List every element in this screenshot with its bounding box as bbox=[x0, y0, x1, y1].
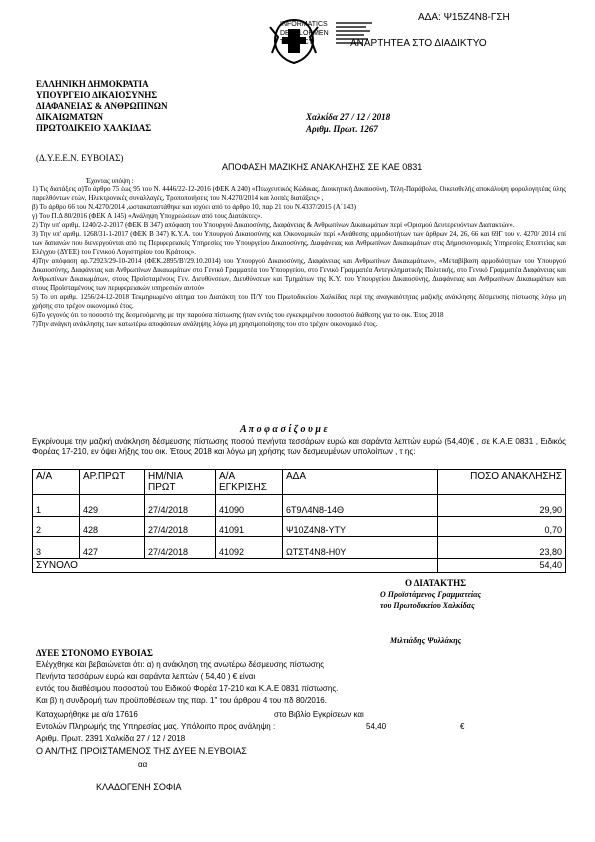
dyee-line-4: Και β) η συνδρομή των προϋποθέσεων της παρ. 1" του άρθρου 4 του πδ 80/2016. bbox=[36, 696, 327, 705]
document-title: ΑΠΟΦΑΣΗ ΜΑΖΙΚΗΣ ΑΝΑΚΛΗΣΗΣ ΣΕ ΚΑΕ 0831 bbox=[222, 162, 423, 172]
cell: 1 bbox=[33, 495, 80, 517]
signatory-title-1: Ο Προϊστάμενος Γραμματείας bbox=[380, 590, 482, 599]
revocation-table bbox=[32, 469, 566, 573]
considerations-list bbox=[32, 185, 566, 329]
gov-line-4: ΔΙΚΑΙΩΜΑΤΩΝ bbox=[36, 112, 104, 122]
paragraph: 6)Το γεγονός ότι το ποσοστό της δεσμευόμενης με την παρούσα πίστωσης ήταν εντός του εγκεκριμένου ποσοστού διάθεσης για το οικ. Έτος 2018 bbox=[32, 311, 444, 319]
decision-heading: Α π ο φ α σ ί ζ ο υ μ ε bbox=[240, 424, 328, 435]
dyee-line-9: αα bbox=[138, 760, 148, 769]
dyee-line-7: Αριθμ. Πρωτ. 2391 Χαλκίδα 27 / 12 / 2018 bbox=[36, 734, 186, 743]
cell: 429 bbox=[80, 495, 145, 517]
dyee-line-1: Ελέγχθηκε και βεβαιώνεται ότι: α) η ανάκληση της ανωτέρω δέσμευσης πίστωσης bbox=[36, 660, 325, 669]
dyee-heading: ΔΥΕΕ ΣΤΟΝΟΜΟ ΕΥΒΟΙΑΣ bbox=[36, 648, 153, 658]
col-header-date: ΗΜ/ΝΙΑ ΠΡΩΤ bbox=[145, 470, 216, 495]
dyee-line-5a: Καταχωρήθηκε με α/α 17616 bbox=[36, 710, 138, 719]
total-label: ΣΥΝΟΛΟ bbox=[33, 559, 438, 573]
signatory-name: Μιλτιάδης Ψυλλάκης bbox=[390, 636, 462, 645]
paragraph: 5) Το υπ αριθμ. 1256/24-12-2018 Τεκμηριωμένο αίτημα του Διατάκτη του Π/Υ του Πρωτοδικείου Χαλκίδας περί της αναγκαιότητας μαζικής ανάκλησης δέσμευσης πίστωσης λόγω μη χρήσης στο τρέχον οικονομικό έτος. bbox=[32, 293, 566, 310]
cell: 427 bbox=[80, 537, 145, 559]
date-line: Χαλκίδα 27 / 12 / 2018 bbox=[306, 112, 391, 122]
paragraph: 4)Την απόφαση αρ.72923/29-10-2014 (ΦΕΚ.2895/Β'/29.10.2014) του Υπουργού Δικαιοσύνης, Διαφάνειας και Ανθρωπίνων Δικαιωμάτων», «Μεταβίβαση αρμοδιότητων του Υπουργού Δικαιοσύνης, Διαφάνειας και Ανθρωπίνων Δικαιωμάτων στο Γενικό Γραμματέα του Υπουργείου, στο Γενικό Γραμματέα Αντεγκληματικής Πολιτικής, στο Γενικό Γραμματέα Διαφάνειας και Ανθρωπίνων Δικαιωμάτων, στους Προϊσταμένους Γεν. Διευθύνσεων, Διευθύνσεων και Τμημάτων της Κ.Υ. του Υπουργείου Δικαιοσύνης, Διαφάνειας και Ανθρωπίνων Δικαιωμάτων και στους Προϊσταμένους των περιφερειακών υπηρεσιών αυτού» bbox=[32, 257, 566, 292]
paragraph: 3) Την υπ' αριθμ. 1268/31-1-2017 (ΦΕΚ Β 347) Κ.Υ.Α. του Υπουργού Δικαιοσύνης και Οικονομικών περί «Ανάθεσης αρμοδιοτήτων των άρθρων 24, 26, 66 και 69Γ του ν. 4270/ 2014 επί των δαπανών που διενεργούνται από τις Περιφερειακές Υπηρεσίες του Υπουργείου Δικαιοσύνης, Διαφάνειας και Ανθρωπίνων Δικαιωμάτων στις Δημοσιονομικές Υπηρεσίες Εποπτείας και Ελέγχου (ΔΥΕΕ) του Γενικού Λογιστηρίου του Κράτους». bbox=[32, 230, 566, 256]
protocol-line: Αριθμ. Πρωτ. 1267 bbox=[306, 124, 378, 134]
cell: 0,70 bbox=[438, 517, 566, 537]
paragraph: 7)Την ανάγκη ανάκλησης των κατωτέρω αποφάσεων ανάληψης λόγω μη χρησιμοποίησης του στο τρέχον οικονομικό έτος. bbox=[32, 320, 378, 328]
col-header-aa: Α/Α bbox=[33, 470, 80, 495]
approval-text: Εγκρίνουμε την μαζική ανάκληση δέσμευσης πίστωσης ποσού πενήντα τεσσάρων ευρώ και σαράντα λεπτών ευρώ (54,40)€ , σε Κ.Α.Ε 0831 , Ειδικός Φορέας 17-210, εν όψει λήξης του οικ. Έτους 2018 και λόγω μη χρήσης των δεσμευμένων υπολοίπων , τ ης: bbox=[32, 437, 566, 456]
government-block bbox=[36, 79, 167, 134]
signatory-role: Ο ΔΙΑΤΑΚΤΗΣ bbox=[405, 578, 467, 588]
signatory-title-2: του Πρωτοδικείου Χαλκίδας bbox=[380, 601, 475, 610]
table-row bbox=[33, 495, 566, 517]
dyee-line-6c: € bbox=[460, 722, 465, 731]
cell: 41090 bbox=[216, 495, 283, 517]
posted-online-label: ΑΝΑΡΤΗΤΕΑ ΣΤΟ ΔΙΑΔΙΚΤΥΟ bbox=[350, 38, 487, 49]
col-header-protocol: ΑΡ.ΠΡΩΤ bbox=[80, 470, 145, 495]
cell: 27/4/2018 bbox=[145, 537, 216, 559]
col-header-amount: ΠΟΣΟ ΑΝΑΚΛΗΣΗΣ bbox=[438, 470, 566, 495]
cell: 41091 bbox=[216, 517, 283, 537]
col-header-approval: Α/Α ΕΓΚΡΙΣΗΣ bbox=[216, 470, 283, 495]
info-line-2: DEVELOPMEN bbox=[280, 30, 329, 37]
dyee-line-5b: στο Βιβλίο Εγκρίσεων και bbox=[274, 710, 364, 719]
cell: 29,90 bbox=[438, 495, 566, 517]
info-line-3: TAGENCY bbox=[280, 39, 314, 46]
info-block bbox=[280, 20, 329, 47]
table-row bbox=[33, 517, 566, 537]
cell: 27/4/2018 bbox=[145, 517, 216, 537]
gov-line-3: ΔΙΑΦΑΝΕΙΑΣ & ΑΝΘΡΩΠΙΝΩΝ bbox=[36, 101, 168, 111]
cell: 23,80 bbox=[438, 537, 566, 559]
cell: ΩΤΣΤ4Ν8-Η0Υ bbox=[283, 537, 438, 559]
cell: 6Τ9Λ4Ν8-14Θ bbox=[283, 495, 438, 517]
table-total-row bbox=[33, 559, 566, 573]
cell: 428 bbox=[80, 517, 145, 537]
table-header-row bbox=[33, 470, 566, 495]
cell: 3 bbox=[33, 537, 80, 559]
paragraph: β) Το άρθρο 66 του Ν.4270/2014 ,ωστακαταστάθηκε και ισχύει από το άρθρο 10, παρ 21 του Ν.4337/2015 (Α΄143) bbox=[32, 203, 356, 211]
gov-line-1: ΕΛΛΗΝΙΚΗ ΔΗΜΟΚΡΑΤΙΑ bbox=[36, 79, 149, 89]
cell: Ψ10Ζ4Ν8-ΥΤΥ bbox=[283, 517, 438, 537]
info-line-1: INFORMATICS bbox=[280, 21, 328, 28]
cell: 2 bbox=[33, 517, 80, 537]
dyee-line-6a: Εντολών Πληρωμής της Υπηρεσίας μας. Υπόλοιπο προς ανάληψη : bbox=[36, 722, 276, 731]
considering-label: Έχοντας υπόψη : bbox=[86, 177, 134, 185]
paragraph: 1) Τις διατάξεις α)Το άρθρο 75 έως 95 του Ν. 4446/22-12-2016 (ΦΕΚ Α 240) «Πτωχευτικός Κώδικας, Διοικητική Δικαιοσύνη, Τέλη-Παράβολα, Οικειοθελής αποκάλυψη φορολογητέας ύλης παρελθόντων ετών, Ηλεκτρονικές συναλλαγές, Τροποποιήσεις του Ν.4270/2014 και λοιπές διατάξεις» , bbox=[32, 185, 566, 202]
cell: 41092 bbox=[216, 537, 283, 559]
gov-line-2: ΥΠΟΥΡΓΕΙΟ ΔΙΚΑΙΟΣΥΝΗΣ bbox=[36, 90, 158, 100]
dyee-signatory-name: ΚΛΑΔΟΓΕΝΗ ΣΟΦΙΑ bbox=[96, 782, 182, 792]
dyee-line-2: Πενήντα τεσσάρων ευρώ και σαράντα λεπτών ( 54,40 ) € είναι bbox=[36, 672, 256, 681]
total-value: 54,40 bbox=[438, 559, 566, 573]
gov-line-5: ΠΡΩΤΟΔΙΚΕΙΟ ΧΑΛΚΙΔΑΣ bbox=[36, 123, 152, 133]
ada-label: ΑΔΑ: Ψ15Ζ4Ν8-ΓΣΗ bbox=[418, 12, 510, 23]
col-header-ada: ΑΔΑ bbox=[283, 470, 438, 495]
section-label: (Δ.Υ.Ε.Ε.Ν. ΕΥΒΟΙΑΣ) bbox=[36, 153, 124, 163]
paragraph: γ) Του Π.Δ 80/2016 (ΦΕΚ Α 145) «Ανάληψη Υποχρεώσεων από τους Διατάκτες». bbox=[32, 212, 263, 220]
dyee-line-8: Ο ΑΝ/ΤΗΣ ΠΡΟΙΣΤΑΜΕΝΟΣ ΤΗΣ ΔΥΕΕ Ν.ΕΥΒΟΙΑΣ bbox=[36, 746, 247, 756]
table-row bbox=[33, 537, 566, 559]
cell: 27/4/2018 bbox=[145, 495, 216, 517]
paragraph: 2) Την υπ' αριθμ. 1240/2-2-2017 (ΦΕΚ Β 347) απόφαση του Υπουργού Δικαιοσύνης, Διαφάνειας & Ανθρωπίνων Δικαιωμάτων περί «Ορισμού Δευτερευόντων Διατακτών». bbox=[32, 221, 515, 229]
dyee-line-3: εντός του διαθέσιμου ποσοστού του Ειδικού Φορέα 17-210 και Κ.Α.Ε 0831 πίστωσης. bbox=[36, 684, 339, 693]
dyee-line-6b: 54,40 bbox=[366, 722, 387, 731]
